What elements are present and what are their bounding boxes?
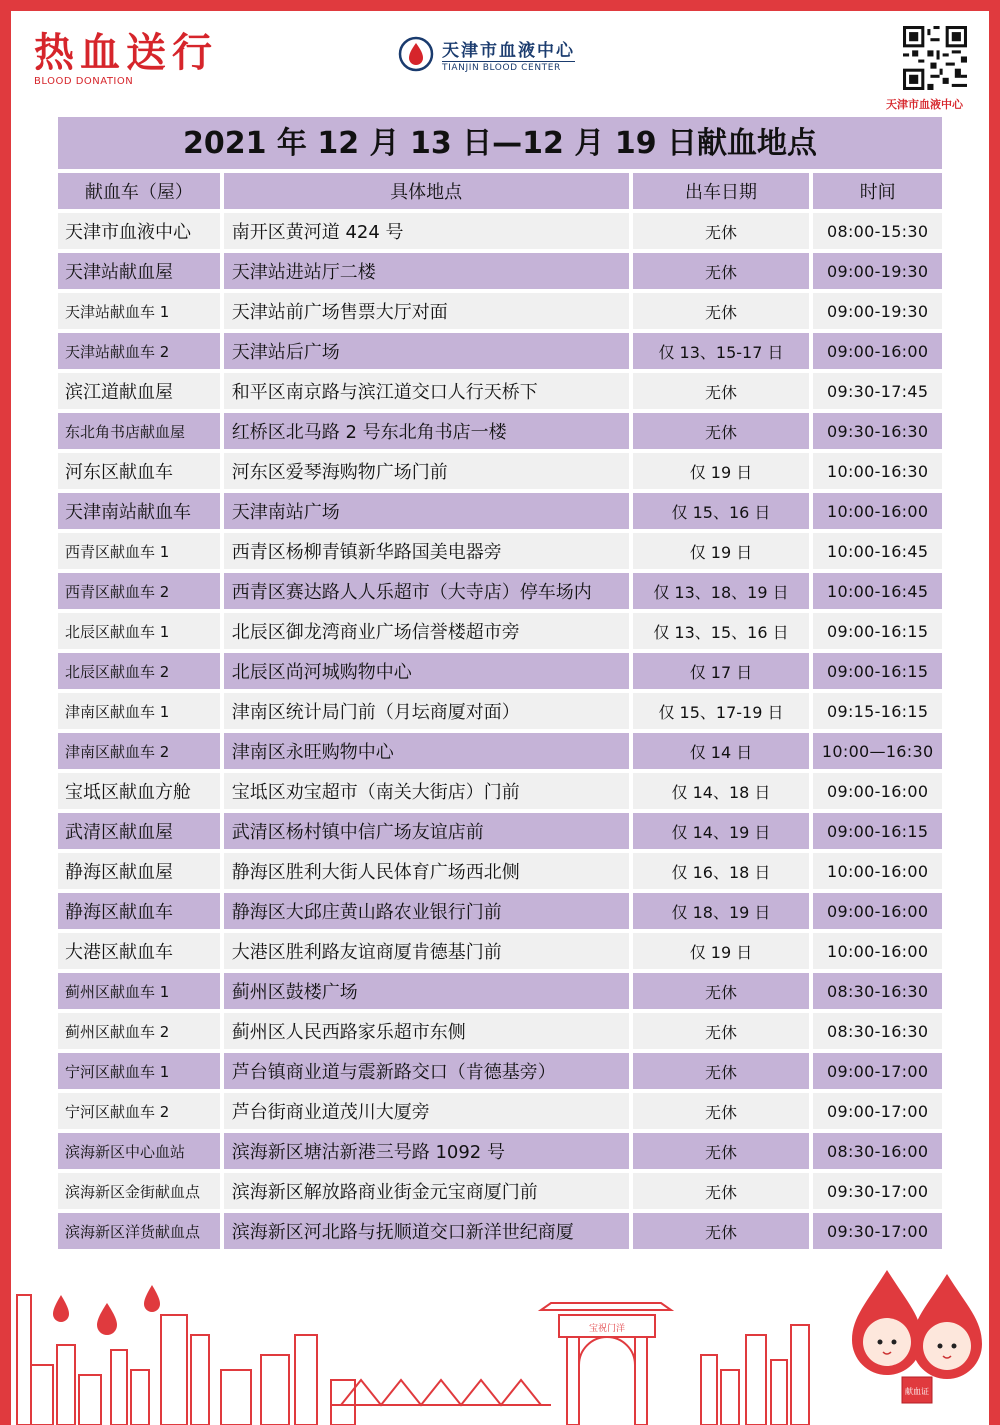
table-row: [58, 933, 942, 969]
vehicle-name-cell: 大港区献血车: [58, 933, 220, 969]
gate-sign: 宝祝门洋: [588, 1324, 626, 1334]
vehicle-name-cell: 天津站献血车 1: [58, 293, 220, 329]
date-cell: 仅 13、15-17 日: [633, 333, 810, 369]
date-cell: 仅 18、19 日: [633, 893, 810, 929]
date-cell: 无休: [633, 413, 810, 449]
location-cell: 蓟州区人民西路家乐超市东侧: [224, 1013, 629, 1049]
date-cell: 仅 15、16 日: [633, 493, 810, 529]
time-cell: 10:00-16:00: [813, 493, 942, 529]
date-cell: 无休: [633, 1093, 810, 1129]
date-cell: 无休: [633, 1013, 810, 1049]
column-header-date: 出车日期: [633, 173, 810, 209]
time-cell: 09:30-16:30: [813, 413, 942, 449]
brand-logo-en: BLOOD DONATION: [34, 76, 134, 87]
vehicle-name-cell: 河东区献血车: [58, 453, 220, 489]
time-cell: 08:30-16:30: [813, 1013, 942, 1049]
blood-center-name-en: TIANJIN BLOOD CENTER: [442, 61, 575, 73]
location-cell: 大港区胜利路友谊商厦肯德基门前: [224, 933, 629, 969]
vehicle-name-cell: 西青区献血车 1: [58, 533, 220, 569]
table-row: [58, 1013, 942, 1049]
location-cell: 北辰区御龙湾商业广场信誉楼超市旁: [224, 613, 629, 649]
vehicle-name-cell: 宁河区献血车 1: [58, 1053, 220, 1089]
location-cell: 河东区爱琴海购物广场门前: [224, 453, 629, 489]
vehicle-name-cell: 西青区献血车 2: [58, 573, 220, 609]
time-cell: 10:00-16:45: [813, 573, 942, 609]
date-cell: 仅 19 日: [633, 533, 810, 569]
vehicle-name-cell: 津南区献血车 2: [58, 733, 220, 769]
date-cell: 仅 19 日: [633, 453, 810, 489]
table-row: [58, 373, 942, 409]
vehicle-name-cell: 蓟州区献血车 1: [58, 973, 220, 1009]
table-row: [58, 293, 942, 329]
location-cell: 天津站后广场: [224, 333, 629, 369]
time-cell: 10:00-16:30: [813, 453, 942, 489]
blood-center-logo: [398, 34, 598, 74]
vehicle-name-cell: 静海区献血车: [58, 893, 220, 929]
time-cell: 09:00-16:15: [813, 613, 942, 649]
table-row: [58, 1133, 942, 1169]
location-cell: 宝坻区劝宝超市（南关大街店）门前: [224, 773, 629, 809]
table-row: [58, 653, 942, 689]
location-cell: 滨海新区解放路商业街金元宝商厦门前: [224, 1173, 629, 1209]
date-cell: 仅 14 日: [633, 733, 810, 769]
table-row: [58, 253, 942, 289]
date-cell: 仅 14、19 日: [633, 813, 810, 849]
vehicle-name-cell: 宁河区献血车 2: [58, 1093, 220, 1129]
date-cell: 无休: [633, 293, 810, 329]
vehicle-name-cell: 武清区献血屋: [58, 813, 220, 849]
time-cell: 09:00-16:00: [813, 333, 942, 369]
time-cell: 10:00-16:00: [813, 853, 942, 889]
time-cell: 10:00-16:45: [813, 533, 942, 569]
table-row: [58, 573, 942, 609]
time-cell: 09:30-17:00: [813, 1213, 942, 1249]
time-cell: 10:00—16:30: [813, 733, 942, 769]
vehicle-name-cell: 滨海新区洋货献血点: [58, 1213, 220, 1249]
vehicle-name-cell: 宝坻区献血方舱: [58, 773, 220, 809]
time-cell: 09:00-16:00: [813, 893, 942, 929]
column-header-time: 时间: [813, 173, 942, 209]
qr-code-icon[interactable]: [903, 26, 967, 90]
table-row: [58, 1173, 942, 1209]
location-cell: 西青区杨柳青镇新华路国美电器旁: [224, 533, 629, 569]
vehicle-name-cell: 滨江道献血屋: [58, 373, 220, 409]
blood-center-name-cn: 天津市血液中心: [442, 41, 575, 61]
mascot-illustration: [842, 1262, 992, 1412]
location-cell: 天津站进站厅二楼: [224, 253, 629, 289]
time-cell: 09:30-17:45: [813, 373, 942, 409]
date-cell: 无休: [633, 1173, 810, 1209]
table-title: 2021 年 12 月 13 日—12 月 19 日献血地点: [58, 117, 942, 169]
column-header-vehicle: 献血车（屋）: [58, 173, 220, 209]
date-cell: 无休: [633, 373, 810, 409]
location-cell: 津南区永旺购物中心: [224, 733, 629, 769]
location-cell: 滨海新区塘沽新港三号路 1092 号: [224, 1133, 629, 1169]
table-body: [58, 213, 942, 1249]
table-row: [58, 1053, 942, 1089]
vehicle-name-cell: 天津站献血屋: [58, 253, 220, 289]
time-cell: 09:00-16:15: [813, 653, 942, 689]
date-cell: 无休: [633, 1213, 810, 1249]
vehicle-name-cell: 天津站献血车 2: [58, 333, 220, 369]
table-row: [58, 413, 942, 449]
brand-logo: [34, 28, 249, 98]
vehicle-name-cell: 静海区献血屋: [58, 853, 220, 889]
table-row: [58, 813, 942, 849]
vehicle-name-cell: 蓟州区献血车 2: [58, 1013, 220, 1049]
vehicle-name-cell: 天津市血液中心: [58, 213, 220, 249]
time-cell: 09:00-19:30: [813, 293, 942, 329]
location-cell: 滨海新区河北路与抚顺道交口新洋世纪商厦: [224, 1213, 629, 1249]
blood-drop-icon: [398, 36, 434, 72]
table-row: [58, 1093, 942, 1129]
date-cell: 仅 14、18 日: [633, 773, 810, 809]
vehicle-name-cell: 津南区献血车 1: [58, 693, 220, 729]
date-cell: 无休: [633, 253, 810, 289]
brand-logo-cn: 热血送行: [34, 29, 218, 76]
time-cell: 09:00-19:30: [813, 253, 942, 289]
date-cell: 仅 15、17-19 日: [633, 693, 810, 729]
column-header-location: 具体地点: [224, 173, 629, 209]
date-cell: 无休: [633, 973, 810, 1009]
donation-schedule-table: [58, 117, 942, 1253]
mascot-sign: 献血证: [905, 1387, 929, 1396]
location-cell: 津南区统计局门前（月坛商厦对面）: [224, 693, 629, 729]
table-row: [58, 1213, 942, 1249]
date-cell: 无休: [633, 1053, 810, 1089]
location-cell: 天津站前广场售票大厅对面: [224, 293, 629, 329]
date-cell: 仅 19 日: [633, 933, 810, 969]
table-row: [58, 213, 942, 249]
location-cell: 西青区赛达路人人乐超市（大寺店）停车场内: [224, 573, 629, 609]
table-row: [58, 333, 942, 369]
vehicle-name-cell: 北辰区献血车 2: [58, 653, 220, 689]
time-cell: 10:00-16:00: [813, 933, 942, 969]
location-cell: 红桥区北马路 2 号东北角书店一楼: [224, 413, 629, 449]
location-cell: 北辰区尚河城购物中心: [224, 653, 629, 689]
table-header-row: [58, 173, 942, 209]
vehicle-name-cell: 北辰区献血车 1: [58, 613, 220, 649]
qr-caption: 天津市血液中心: [886, 98, 963, 111]
table-row: [58, 853, 942, 889]
vehicle-name-cell: 东北角书店献血屋: [58, 413, 220, 449]
table-row: [58, 733, 942, 769]
location-cell: 天津南站广场: [224, 493, 629, 529]
table-row: [58, 613, 942, 649]
vehicle-name-cell: 天津南站献血车: [58, 493, 220, 529]
location-cell: 静海区大邱庄黄山路农业银行门前: [224, 893, 629, 929]
time-cell: 09:00-16:15: [813, 813, 942, 849]
date-cell: 仅 13、15、16 日: [633, 613, 810, 649]
table-row: [58, 893, 942, 929]
vehicle-name-cell: 滨海新区中心血站: [58, 1133, 220, 1169]
time-cell: 09:15-16:15: [813, 693, 942, 729]
location-cell: 南开区黄河道 424 号: [224, 213, 629, 249]
location-cell: 芦台镇商业道与震新路交口（肯德基旁）: [224, 1053, 629, 1089]
location-cell: 和平区南京路与滨江道交口人行天桥下: [224, 373, 629, 409]
table-row: [58, 973, 942, 1009]
table-row: [58, 693, 942, 729]
date-cell: 无休: [633, 213, 810, 249]
table-row: [58, 773, 942, 809]
date-cell: 仅 13、18、19 日: [633, 573, 810, 609]
table-row: [58, 493, 942, 529]
location-cell: 静海区胜利大街人民体育广场西北侧: [224, 853, 629, 889]
date-cell: 仅 17 日: [633, 653, 810, 689]
table-row: [58, 533, 942, 569]
time-cell: 09:00-16:00: [813, 773, 942, 809]
location-cell: 武清区杨村镇中信广场友谊店前: [224, 813, 629, 849]
time-cell: 08:30-16:00: [813, 1133, 942, 1169]
time-cell: 09:00-17:00: [813, 1053, 942, 1089]
time-cell: 09:30-17:00: [813, 1173, 942, 1209]
time-cell: 08:30-16:30: [813, 973, 942, 1009]
date-cell: 无休: [633, 1133, 810, 1169]
table-row: [58, 453, 942, 489]
location-cell: 芦台街商业道茂川大厦旁: [224, 1093, 629, 1129]
location-cell: 蓟州区鼓楼广场: [224, 973, 629, 1009]
time-cell: 09:00-17:00: [813, 1093, 942, 1129]
time-cell: 08:00-15:30: [813, 213, 942, 249]
date-cell: 仅 16、18 日: [633, 853, 810, 889]
vehicle-name-cell: 滨海新区金街献血点: [58, 1173, 220, 1209]
